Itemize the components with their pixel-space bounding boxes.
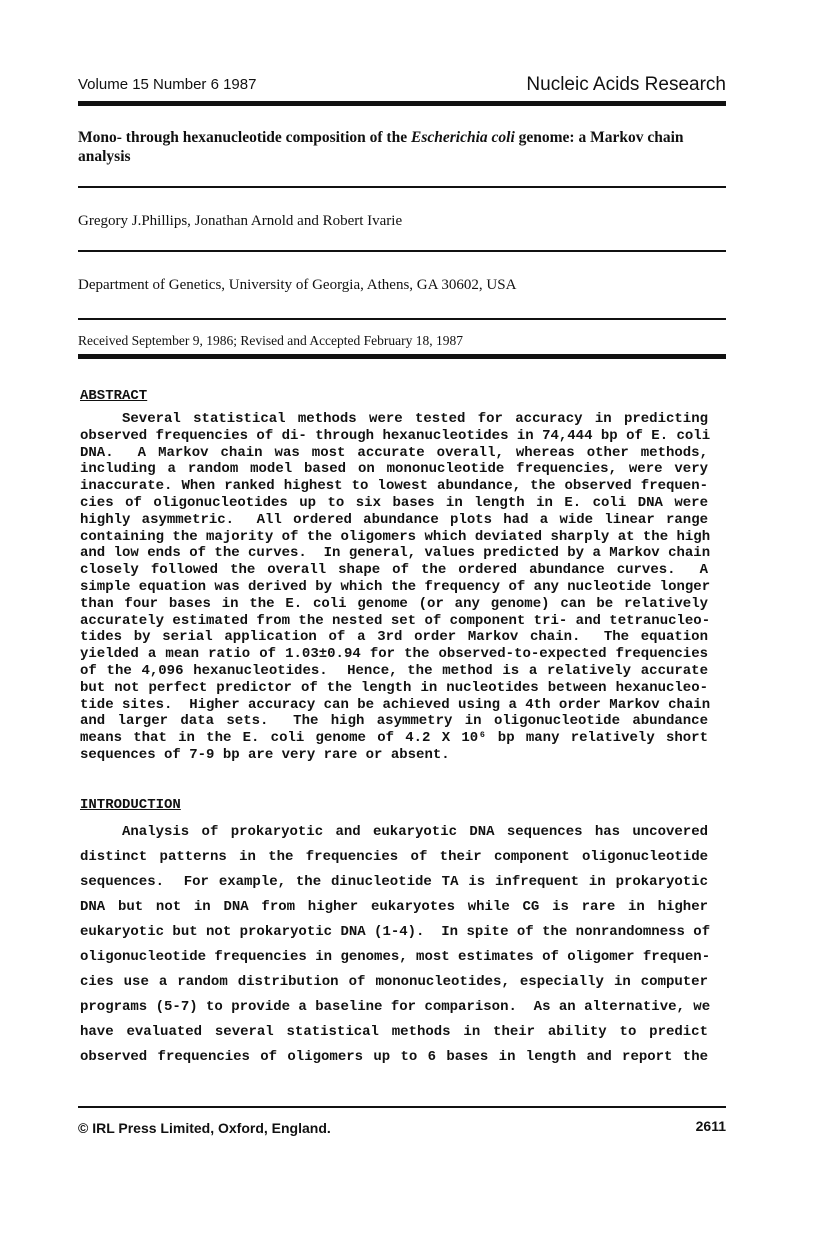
intro-line: sequences. For example, the dinucleotide TA is infrequent in prokaryotic xyxy=(80,874,708,890)
abstract-line: of the 4,096 hexanucleotides. Hence, the method is a relatively accurate xyxy=(80,662,708,679)
received-rule xyxy=(78,354,726,359)
abstract-line: but not perfect predictor of the length in nucleotides between hexanucleo- xyxy=(80,679,708,696)
abstract-line: DNA. A Markov chain was most accurate overall, whereas other methods, xyxy=(80,444,708,461)
intro-line: observed frequencies of oligomers up to 6 bases in length and report the xyxy=(80,1049,708,1065)
intro-line: DNA but not in DNA from higher eukaryotes while CG is rare in higher xyxy=(80,899,708,915)
authors-rule xyxy=(78,250,726,252)
article-title xyxy=(78,128,718,166)
abstract-line: than four bases in the E. coli genome (or any genome) can be relatively xyxy=(80,595,708,612)
abstract-heading: ABSTRACT xyxy=(80,388,148,404)
title-part-1: Mono- through hexanucleotide composition of the xyxy=(78,129,411,146)
intro-line: cies use a random distribution of mononucleotides, especially in computer xyxy=(80,974,708,990)
abstract-line: containing the majority of the oligomers which deviated sharply at the high xyxy=(80,528,711,545)
volume-info: Volume 15 Number 6 1987 xyxy=(78,76,257,93)
title-italic: Escherichia coli xyxy=(410,129,515,146)
abstract-line: and larger data sets. The high asymmetry in oligonucleotide abundance xyxy=(80,713,708,730)
intro-line: oligonucleotide frequencies in genomes, most estimates of oligomer frequen- xyxy=(80,949,711,965)
introduction-heading: INTRODUCTION xyxy=(80,797,181,813)
title-part-2: genome: a Markov chain analysis xyxy=(78,129,684,165)
abstract-line: observed frequencies of di- through hexanucleotides in 74,444 bp of E. coli xyxy=(80,427,711,444)
title-rule xyxy=(78,186,726,188)
received-dates: Received September 9, 1986; Revised and Accepted February 18, 1987 xyxy=(78,333,464,348)
intro-line: have evaluated several statistical methods in their ability to predict xyxy=(80,1024,708,1040)
abstract-line: highly asymmetric. All ordered abundance plots had a wide linear range xyxy=(80,511,708,528)
page-number: 2611 xyxy=(695,1118,726,1134)
abstract-line: inaccurate. When ranked highest to lowest abundance, the observed frequen- xyxy=(80,478,708,495)
abstract-body xyxy=(80,411,711,764)
intro-line: eukaryotic but not prokaryotic DNA (1-4). In spite of the nonrandomness of xyxy=(80,924,711,940)
introduction-body xyxy=(80,820,711,1070)
intro-line: programs (5-7) to provide a baseline for comparison. As an alternative, we xyxy=(80,999,711,1015)
abstract-line: tides by serial application of a 3rd order Markov chain. The equation xyxy=(80,629,708,646)
abstract-line: Several statistical methods were tested for accuracy in predicting xyxy=(122,411,708,427)
abstract-line: means that in the E. coli genome of 4.2 X 10⁶ bp many relatively short xyxy=(80,730,708,747)
abstract-line: yielded a mean ratio of 1.03±0.94 for the observed-to-expected frequencies xyxy=(80,646,708,663)
abstract-line: and low ends of the curves. In general, values predicted by a Markov chain xyxy=(80,545,711,562)
abstract-line: closely followed the overall shape of the ordered abundance curves. A xyxy=(80,562,708,579)
footer-rule xyxy=(78,1106,726,1108)
intro-line: Analysis of prokaryotic and eukaryotic DNA sequences has uncovered xyxy=(122,824,708,840)
abstract-line: simple equation was derived by which the frequency of any nucleotide longer xyxy=(80,578,711,595)
affiliation-rule xyxy=(78,318,726,320)
abstract-line: accurately estimated from the nested set of component tri- and tetranucleo- xyxy=(80,612,711,629)
intro-line: distinct patterns in the frequencies of their component oligonucleotide xyxy=(80,849,708,865)
publisher-credit: © IRL Press Limited, Oxford, England. xyxy=(78,1120,331,1136)
journal-name: Nucleic Acids Research xyxy=(526,74,726,95)
abstract-line: sequences of 7-9 bp are very rare or absent. xyxy=(80,746,450,763)
abstract-line: cies of oligonucleotides up to six bases in length in E. coli DNA were xyxy=(80,494,708,511)
authors: Gregory J.Phillips, Jonathan Arnold and Robert Ivarie xyxy=(78,213,403,229)
abstract-line: tide sites. Higher accuracy can be achieved using a 4th order Markov chain xyxy=(80,696,711,713)
abstract-line: including a random model based on mononucleotide frequencies, were very xyxy=(80,461,708,478)
header-rule xyxy=(78,101,726,106)
affiliation: Department of Genetics, University of Georgia, Athens, GA 30602, USA xyxy=(78,277,517,293)
